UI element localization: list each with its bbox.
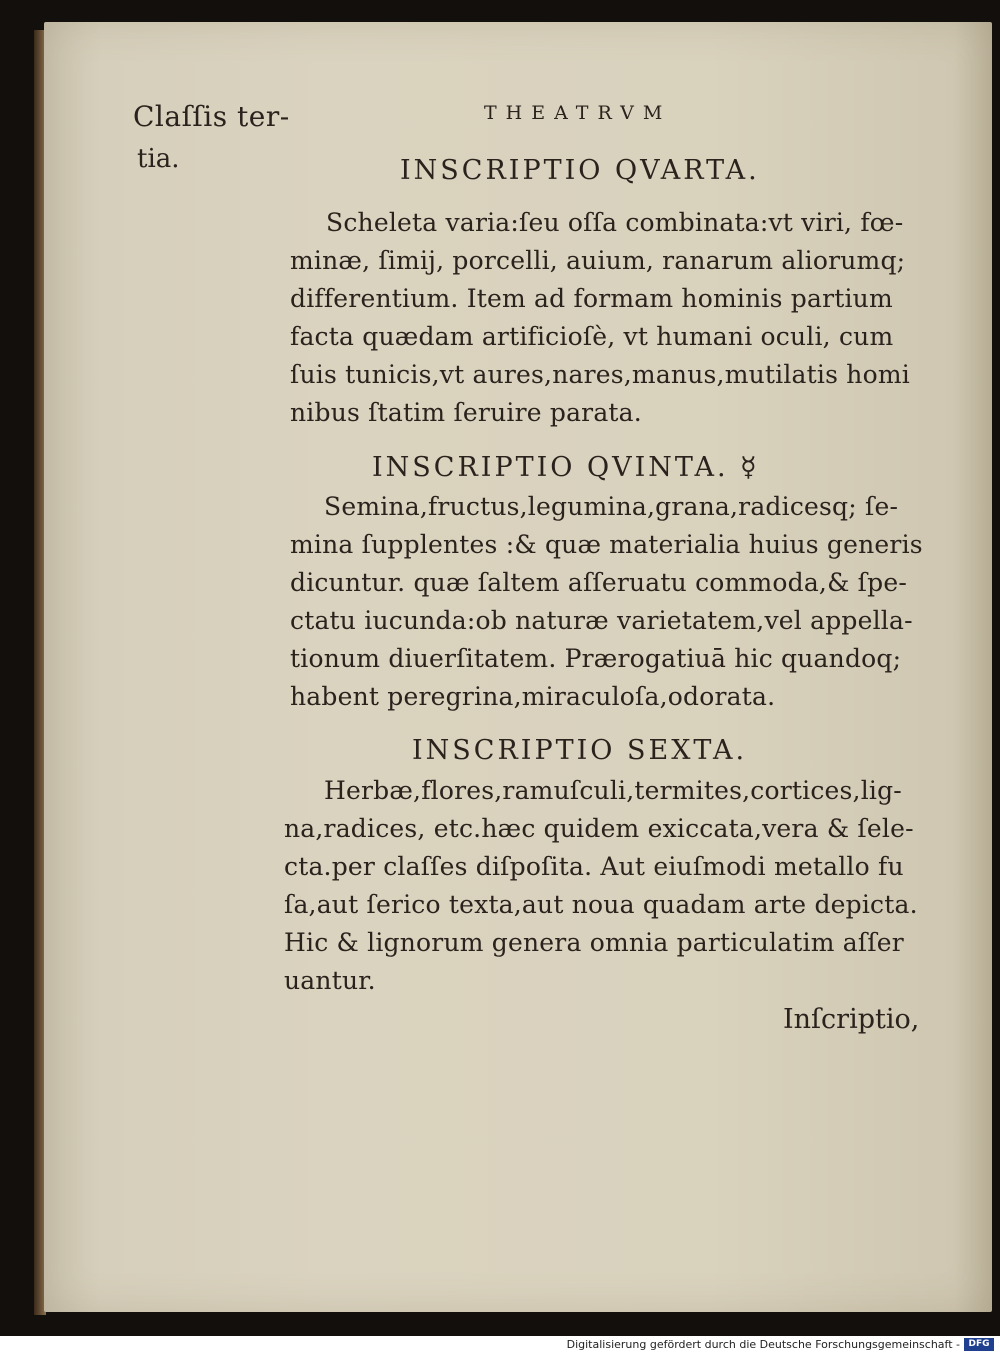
catchword: Inſcriptio, [783,1004,920,1035]
body-line: ſa,aut ſerico texta,aut noua quadam arte depicta. [284,890,918,919]
section-heading-quarta: INSCRIPTIO QVARTA. [400,155,760,186]
body-line: habent peregrina,miraculoſa,odorata. [290,682,776,711]
body-line: Hic & lignorum genera omnia particulatim aſſer [284,928,904,957]
body-line: cta.per claſſes diſpoſita. Aut eiuſmodi metallo fu [284,852,904,881]
funding-credit: Digitalisierung gefördert durch die Deutsche Forschungsgemeinschaft - [566,1338,960,1351]
body-line: uantur. [284,966,376,995]
body-line: dicuntur. quæ ſaltem aſſeruatu commoda,& ſpe- [290,568,907,597]
body-line: Scheleta varia:ſeu oſſa combinata:vt viri, fœ- [326,208,904,237]
section-heading-quinta: INSCRIPTIO QVINTA. ☿ [372,452,760,483]
body-line: tionum diuerſitatem. Prærogatiuā hic quandoq; [290,644,902,673]
section-heading-sexta: INSCRIPTIO SEXTA. [412,735,748,766]
body-line: nibus ſtatim ſeruire parata. [290,398,642,427]
body-line: ſuis tunicis,vt aures,nares,manus,mutilatis homi [290,360,910,389]
body-line: facta quædam artificioſè, vt humani oculi, cum [290,322,894,351]
body-line: ctatu iucunda:ob naturæ varietatem,vel appella- [290,606,913,635]
running-head: THEATRVM [484,102,672,124]
body-line: Semina,fructus,legumina,grana,radicesq; ſe- [324,492,899,521]
margin-note-line-1: Claſſis ter- [133,100,290,133]
margin-note-line-2: tia. [137,144,180,174]
dfg-logo: DFG [964,1338,994,1351]
body-line: differentium. Item ad formam hominis partium [290,284,893,313]
body-line: minæ, ſimij, porcelli, auium, ranarum aliorumq; [290,246,906,275]
body-line: Herbæ,flores,ramuſculi,termites,cortices,lig- [324,776,902,805]
body-line: na,radices, etc.hæc quidem exiccata,vera & ſele- [284,814,914,843]
body-line: mina ſupplentes :& quæ materialia huius generis [290,530,923,559]
